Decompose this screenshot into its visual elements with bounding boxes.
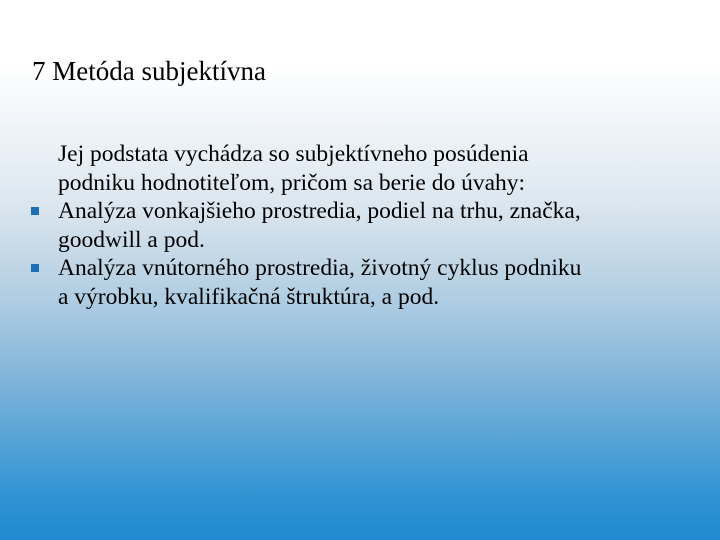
slide-body	[58, 140, 698, 311]
bullet-item-external-analysis	[58, 197, 698, 254]
text-line: a výrobku, kvalifikačná štruktúra, a pod.	[58, 283, 440, 310]
text-line: Analýza vnútorného prostredia, životný cyklus podniku	[58, 255, 582, 281]
bullet-item-internal-analysis	[58, 254, 698, 311]
text-line: podniku hodnotiteľom, pričom sa berie do úvahy:	[58, 169, 526, 196]
slide-title: 7 Metóda subjektívna	[32, 56, 266, 86]
square-bullet-icon	[31, 264, 39, 272]
square-bullet-icon	[31, 207, 39, 215]
intro-paragraph	[58, 140, 698, 197]
text-line: goodwill a pod.	[58, 226, 205, 253]
text-line: Analýza vonkajšieho prostredia, podiel na trhu, značka,	[58, 198, 581, 224]
text-line: Jej podstata vychádza so subjektívneho posúdenia	[58, 141, 529, 167]
